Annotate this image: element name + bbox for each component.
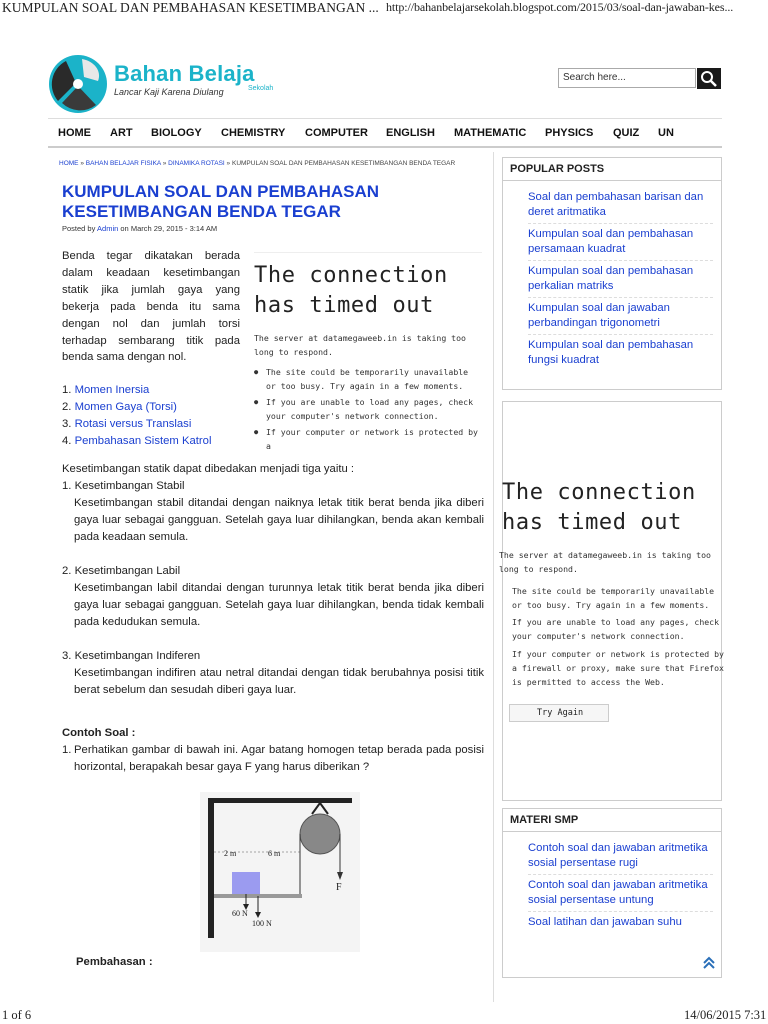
- materi-link[interactable]: Soal latihan dan jawaban suhu: [528, 916, 682, 928]
- force-f-label: F: [336, 882, 342, 893]
- example-question: Perhatikan gambar di bawah ini. Agar batang homogen tetap berada pada posisi horizontal, berapakah besar gaya F yang harus diberikan ?: [74, 744, 484, 773]
- list-item: 1. Perhatikan gambar di bawah ini. Agar batang homogen tetap berada pada posisi horizontal, berapakah besar gaya F yang harus diberikan ?: [62, 742, 484, 776]
- popular-post-link[interactable]: Kumpulan soal dan pembahasan persamaan kuadrat: [528, 224, 713, 261]
- author-link[interactable]: Admin: [97, 224, 119, 233]
- list-item: 2. Kesetimbangan Labil: [62, 565, 181, 577]
- example-heading: Contoh Soal :: [62, 727, 136, 739]
- error-tip: The site could be temporarily unavailable or too busy. Try again in a few moments.: [512, 586, 715, 610]
- type-name: Kesetimbangan Stabil: [74, 480, 185, 492]
- print-datetime: 14/06/2015 7:31: [684, 1008, 767, 1022]
- search-icon: [697, 68, 721, 89]
- popular-post-link[interactable]: Kumpulan soal dan pembahasan perkalian matriks: [528, 261, 713, 298]
- intro-paragraph: Benda tegar dikatakan berada dalam keadaan kesetimbangan statik jika jumlah gaya yang bekerja pada benda itu sama dengan nol dan jumlah torsi terhadap sembarang titik pada benda sama dengan nol.: [62, 250, 240, 364]
- type-description: Kesetimbangan stabil ditandai dengan naiknya letak titik berat benda jika diberi gaya luar sebagai gangguan. Setelah gaya luar dihilangkan, benda akan kembali pada keadaan semula.: [74, 497, 484, 543]
- popular-post-link[interactable]: Soal dan pembahasan barisan dan deret aritmatika: [528, 187, 713, 224]
- print-title: KUMPULAN SOAL DAN PEMBAHASAN KESETIMBANGAN ...: [2, 0, 379, 15]
- type-name: Kesetimbangan Labil: [74, 565, 181, 577]
- nav-item-art[interactable]: ART: [110, 127, 133, 139]
- related-links-list: [62, 382, 211, 450]
- nav-item-quiz[interactable]: QUIZ: [613, 127, 640, 139]
- main-nav: [48, 118, 722, 148]
- nav-item-physics[interactable]: PHYSICS: [545, 127, 594, 139]
- breadcrumb: [59, 160, 455, 167]
- weight-100n-label: 100 N: [252, 919, 272, 928]
- posted-prefix: Posted by: [62, 224, 96, 233]
- equilibrium-types: [62, 461, 484, 699]
- list-item: 2. Momen Gaya (Torsi): [62, 401, 177, 413]
- post-title: KUMPULAN SOAL DAN PEMBAHASAN KESETIMBANGAN BENDA TEGAR: [62, 182, 380, 221]
- beam-pulley-diagram: [200, 792, 360, 952]
- related-link-momen-inersia[interactable]: Momen Inersia: [74, 384, 150, 396]
- error-text: The server at datamegaweeb.in is taking too long to respond.: [254, 333, 466, 357]
- list-item: 3. Kesetimbangan Indiferen: [62, 650, 201, 662]
- post-meta: [62, 224, 217, 233]
- nav-item-computer[interactable]: COMPUTER: [305, 127, 368, 139]
- error-tip: ● If your computer or network is protected by a: [254, 425, 482, 453]
- sidebar-error-frame: [499, 401, 724, 801]
- types-lead: Kesetimbangan statik dapat dibedakan menjadi tiga yaitu :: [62, 463, 355, 475]
- search-input[interactable]: Search here...: [558, 68, 696, 88]
- post-column: [48, 152, 494, 1002]
- print-header: [0, 0, 768, 18]
- error-tip: ● The site could be temporarily unavailable or too busy. Try again in a few moments.: [254, 365, 482, 393]
- list-item: 1. Momen Inersia: [62, 384, 150, 396]
- error-tip: If your computer or network is protected by a firewall or proxy, make sure that Firefox is permitted to access the Web.: [512, 649, 724, 687]
- related-link-momen-gaya[interactable]: Momen Gaya (Torsi): [74, 401, 177, 413]
- embedded-error-frame: [254, 252, 482, 451]
- type-description: Kesetimbangan indifiren atau netral ditandai dengan tidak berubahnya posisi titik berat sebelum dan sesudah diberi gaya luar.: [74, 667, 484, 696]
- discussion-heading: Pembahasan :: [76, 956, 153, 968]
- site-logo[interactable]: [48, 53, 288, 115]
- logo-small-text: Sekolah: [248, 85, 274, 92]
- error-tip: ● If you are unable to load any pages, check your computer's network connection.: [254, 395, 482, 423]
- error-heading: The connection has timed out: [254, 263, 448, 318]
- popular-post-link[interactable]: Kumpulan soal dan jawaban perbandingan trigonometri: [528, 298, 713, 335]
- related-link-sistem-katrol[interactable]: Pembahasan Sistem Katrol: [74, 435, 212, 447]
- weight-60n-label: 60 N: [232, 909, 248, 918]
- print-footer: [0, 1006, 768, 1024]
- list-item: 3. Rotasi versus Translasi: [62, 418, 192, 430]
- breadcrumb-category-fisika[interactable]: BAHAN BELAJAR FISIKA: [85, 160, 161, 167]
- popular-post-link[interactable]: Kumpulan soal dan pembahasan fungsi kuadrat: [528, 339, 694, 366]
- logo-title: Bahan Belaja: [114, 61, 255, 86]
- error-text: The server at datamegaweeb.in is taking too long to respond.: [499, 550, 711, 574]
- search-button[interactable]: [697, 68, 721, 89]
- breadcrumb-separator: »: [226, 160, 231, 167]
- nav-item-chemistry[interactable]: CHEMISTRY: [221, 127, 286, 139]
- breadcrumb-separator: »: [162, 160, 167, 167]
- length-6m-label: 6 m: [268, 849, 281, 858]
- type-name: Kesetimbangan Indiferen: [74, 650, 201, 662]
- type-description: Kesetimbangan labil ditandai dengan turunnya letak titik berat benda jika diberi gaya luar sebagai gangguan. Setelah gaya luar dihilangkan, benda tidak kembali pada kedudukan semula.: [74, 582, 484, 628]
- error-tip: If you are unable to load any pages, check your computer's network connection.: [512, 617, 720, 641]
- example-figure: [200, 792, 360, 952]
- related-link-rotasi-translasi[interactable]: Rotasi versus Translasi: [74, 418, 192, 430]
- nav-item-mathematic[interactable]: MATHEMATIC: [454, 127, 527, 139]
- breadcrumb-separator: »: [80, 160, 84, 167]
- breadcrumb-home[interactable]: HOME: [59, 160, 79, 167]
- materi-smp-heading: MATERI SMP: [503, 809, 721, 832]
- list-item: 4. Pembahasan Sistem Katrol: [62, 435, 212, 447]
- breadcrumb-category-rotasi[interactable]: DINAMIKA ROTASI: [168, 160, 225, 167]
- nav-item-home[interactable]: HOME: [58, 127, 91, 139]
- materi-smp-widget: [502, 808, 722, 978]
- logo-tagline: Lancar Kaji Karena Diulang: [114, 87, 224, 97]
- length-2m-label: 2 m: [224, 849, 237, 858]
- example-section: [62, 725, 484, 776]
- nav-item-english[interactable]: ENGLISH: [386, 127, 435, 139]
- popular-posts-heading: POPULAR POSTS: [503, 158, 721, 181]
- chevron-up-icon: [702, 956, 716, 970]
- materi-link[interactable]: Contoh soal dan jawaban aritmetika sosial persentase rugi: [528, 838, 713, 875]
- posted-date: on March 29, 2015 - 3:14 AM: [120, 224, 218, 233]
- logo-mark-icon: [48, 53, 112, 115]
- list-item: 1. Kesetimbangan Stabil: [62, 480, 185, 492]
- nav-item-un[interactable]: UN: [658, 127, 674, 139]
- error-heading: The connection has timed out: [502, 480, 696, 535]
- scroll-to-top-icon[interactable]: [702, 956, 716, 970]
- print-url: http://bahanbelajarsekolah.blogspot.com/2015/03/soal-dan-jawaban-kes...: [386, 0, 734, 14]
- try-again-button[interactable]: Try Again: [509, 704, 609, 722]
- print-page-number: 1 of 6: [2, 1008, 32, 1022]
- materi-link[interactable]: Contoh soal dan jawaban aritmetika sosial persentase untung: [528, 875, 713, 912]
- nav-item-biology[interactable]: BIOLOGY: [151, 127, 202, 139]
- breadcrumb-current: KUMPULAN SOAL DAN PEMBAHASAN KESETIMBANGAN BENDA TEGAR: [231, 160, 456, 167]
- popular-posts-widget: [502, 157, 722, 390]
